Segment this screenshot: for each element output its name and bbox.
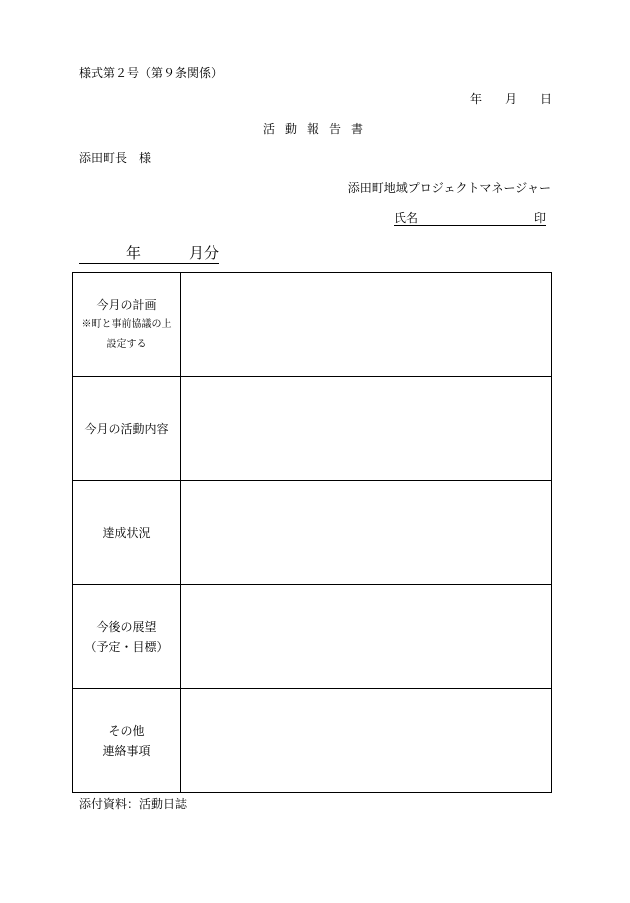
table-row bbox=[73, 481, 552, 585]
row-content-cell[interactable] bbox=[181, 585, 552, 689]
period-month-label: 月分 bbox=[189, 244, 220, 262]
row-note: ※町と事前協議の上 bbox=[81, 318, 172, 330]
seal-label: 印 bbox=[533, 211, 546, 225]
report-period bbox=[79, 243, 219, 264]
date-year-label: 年 bbox=[470, 92, 483, 106]
table-row bbox=[73, 273, 552, 377]
form-number: 様式第２号（第９条関係） bbox=[79, 66, 224, 80]
signature-line bbox=[394, 211, 546, 226]
table-row bbox=[73, 377, 552, 481]
report-table bbox=[72, 272, 552, 793]
row-label: その他 bbox=[108, 723, 145, 738]
row-label-cell bbox=[73, 481, 181, 585]
table-row bbox=[73, 689, 552, 793]
row-content-cell[interactable] bbox=[181, 481, 552, 585]
row-label: （予定・目標） bbox=[84, 639, 169, 654]
addressee: 添田町長 様 bbox=[79, 151, 152, 165]
row-note: 設定する bbox=[106, 338, 147, 350]
row-label: 達成状況 bbox=[102, 525, 151, 540]
reporter-role: 添田町地域プロジェクトマネージャー bbox=[347, 181, 551, 195]
row-label-cell bbox=[73, 377, 181, 481]
row-label-cell bbox=[73, 273, 181, 377]
row-label: 今月の活動内容 bbox=[84, 421, 169, 436]
document-title: 活動報告書 bbox=[263, 122, 374, 136]
row-content-cell[interactable] bbox=[181, 377, 552, 481]
row-label-cell bbox=[73, 585, 181, 689]
period-year-label: 年 bbox=[126, 244, 142, 262]
attachment-note: 添付資料：活動日誌 bbox=[79, 797, 188, 811]
row-label: 連絡事項 bbox=[102, 743, 151, 758]
row-label-cell bbox=[73, 689, 181, 793]
date-day-label: 日 bbox=[540, 92, 553, 106]
table-row bbox=[73, 585, 552, 689]
row-label: 今後の展望 bbox=[96, 619, 157, 634]
row-label: 今月の計画 bbox=[96, 297, 157, 312]
date-month-label: 月 bbox=[505, 92, 518, 106]
row-content-cell[interactable] bbox=[181, 273, 552, 377]
name-label: 氏名 bbox=[394, 211, 419, 225]
row-content-cell[interactable] bbox=[181, 689, 552, 793]
